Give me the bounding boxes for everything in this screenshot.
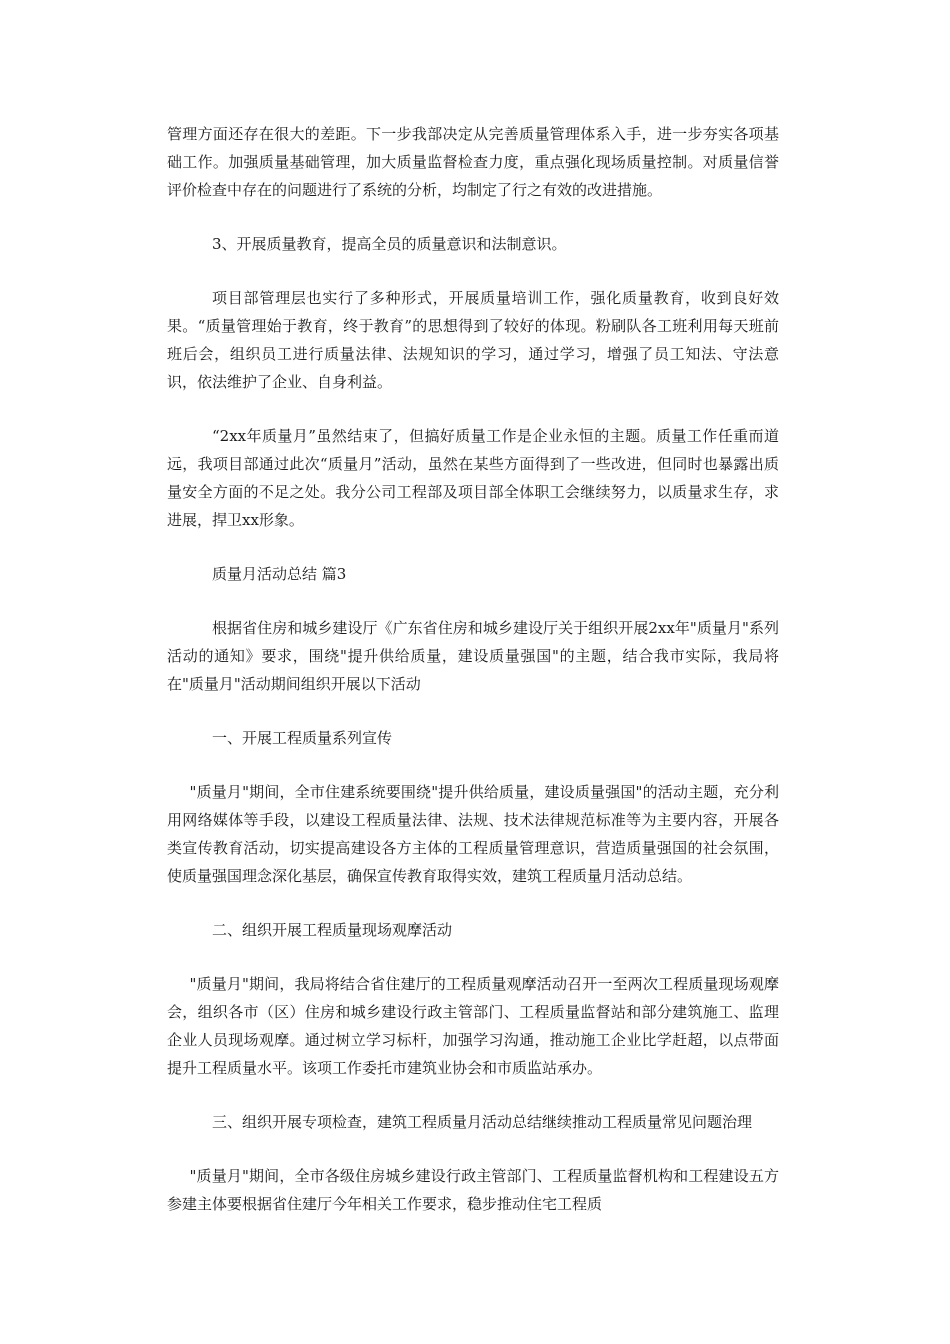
paragraph-quality-month-summary: “2xx年质量月”虽然结束了，但搞好质量工作是企业永恒的主题。质量工作任重而道远，我项目部通过此次“质量月”活动，虽然在某些方面得到了一些改进，但同时也暴露出质量安全方面的不足之处。我分公司工程部及项目部全体职工会继续努力，以质量求生存，求进展，捍卫xx形象。 [167,427,779,529]
paragraph-publicity: "质量月"期间，全市住建系统要围绕"提升供给质量，建设质量强国"的活动主题，充分利用网络媒体等手段，以建设工程质量法律、法规、技术法律规范标准等为主要内容，开展各类宣传教育活动，切实提高建设各方主体的工程质量管理意识，营造质量强国的社会氛围，使质量强国理念深化基层，确保宣传教育取得实效，建筑工程质量月活动总结。 [167,783,779,885]
heading-quality-education: 3、开展质量教育，提高全员的质量意识和法制意识。 [212,235,567,253]
heading-publicity: 一、开展工程质量系列宣传 [212,729,393,747]
paragraph-special-inspection: "质量月"期间，全市各级住房城乡建设行政主管部门、工程质量监督机构和工程建设五方参建主体要根据省住建厅今年相关工作要求，稳步推动住宅工程质 [167,1167,779,1213]
paragraph-notice-basis: 根据省住房和城乡建设厅《广东省住房和城乡建设厅关于组织开展2xx年"质量月"系列活动的通知》要求，围绕"提升供给质量，建设质量强国"的主题，结合我市实际，我局将在"质量月"活动期间组织开展以下活动 [167,619,779,693]
document-page [167,120,779,1218]
paragraph-observation: "质量月"期间，我局将结合省住建厅的工程质量观摩活动召开一至两次工程质量现场观摩会，组织各市（区）住房和城乡建设行政主管部门、工程质量监督站和部分建筑施工、监理企业人员现场观摩。通过树立学习标杆，加强学习沟通，推动施工企业比学赶超，以点带面提升工程质量水平。该项工作委托市建筑业协会和市质监站承办。 [167,975,779,1077]
heading-observation: 二、组织开展工程质量现场观摩活动 [212,921,453,939]
section-title-part3: 质量月活动总结 篇3 [212,565,347,583]
heading-special-inspection: 三、组织开展专项检查，建筑工程质量月活动总结继续推动工程质量常见问题治理 [212,1113,753,1131]
paragraph-training: 项目部管理层也实行了多种形式，开展质量培训工作，强化质量教育，收到良好效果。“质量管理始于教育，终于教育”的思想得到了较好的体现。粉刷队各工班利用每天班前班后会，组织员工进行质量法律、法规知识的学习，通过学习，增强了员工知法、守法意识，依法维护了企业、自身利益。 [167,289,779,391]
paragraph-continuation: 管理方面还存在很大的差距。下一步我部决定从完善质量管理体系入手，进一步夯实各项基础工作。加强质量基础管理，加大质量监督检查力度，重点强化现场质量控制。对质量信誉评价检查中存在的问题进行了系统的分析，均制定了行之有效的改进措施。 [167,125,779,199]
